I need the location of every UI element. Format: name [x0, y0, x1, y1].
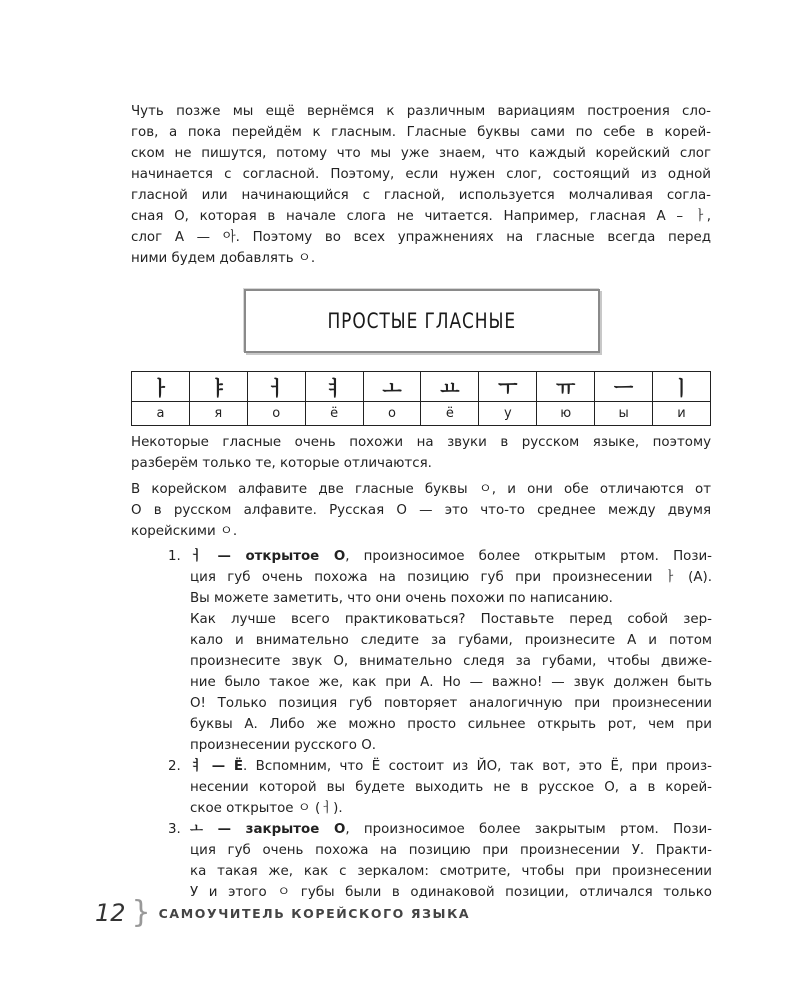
text-line: [190, 756, 712, 777]
table-row-russian: [132, 402, 711, 426]
list-number: 2.: [168, 759, 181, 774]
text-line: О в русском алфавите. Русская О — это что-то среднее между двумя: [131, 503, 711, 518]
table-cell: ы: [595, 402, 653, 426]
text-line: ка такая же, как с зеркалом: смотрите, чтобы при произнесении: [190, 864, 712, 879]
vowel-table: [131, 371, 711, 426]
text-line: ция губ очень похожа на позицию губ при произнесении ㅏ (А).: [190, 570, 712, 585]
table-row-korean: [132, 372, 711, 402]
list-number: 3.: [168, 822, 181, 837]
text-line: О! Только позиция губ повторяет аналогичную при произнесении: [190, 696, 712, 711]
text-line: ние было такое же, как при А. Но — важно! — звук должен быть: [190, 675, 712, 690]
text-line: несении которой вы будете выходить не в русское О, а в корей-: [190, 780, 712, 795]
text-line: буквы А. Либо же можно просто сильнее открыть рот, чем при: [190, 717, 712, 732]
text-line: ними будем добавлять ㅇ.: [131, 251, 316, 266]
table-cell: о: [363, 402, 421, 426]
text-line: произнесите звук О, внимательно следя за губами, чтобы движе-: [190, 654, 712, 669]
text-line: произнесении русского О.: [190, 738, 376, 753]
section-title: ПРОСТЫЕ ГЛАСНЫЕ: [327, 309, 517, 333]
table-cell: ㅓ: [247, 372, 305, 402]
text-line: ском не пишутся, потому что мы уже знаем, что каждый корейский слог: [131, 146, 711, 161]
korean-letter: ㅗ: [190, 822, 203, 837]
book-title: САМОУЧИТЕЛЬ КОРЕЙСКОГО ЯЗЫКА: [158, 905, 471, 921]
table-cell: и: [653, 402, 711, 426]
text-line: Чуть позже мы ещё вернёмся к различным вариациям построения сло-: [131, 104, 711, 119]
text-line: гов, а пока перейдём к гласным. Гласные буквы сами по себе в корей-: [131, 125, 711, 140]
list-item-body: [190, 546, 712, 756]
section-heading-box: [244, 289, 600, 353]
text-line: разберём только те, которые отличаются.: [131, 456, 432, 471]
paragraph-similar-vowels: [131, 432, 711, 474]
text-line: кало и внимательно следите за губами, произнесите А и потом: [190, 633, 712, 648]
text-fragment: . Вспомним, что Ё состоит из ЙО, так вот, это Ё, при произ-: [243, 759, 712, 774]
table-cell: а: [132, 402, 190, 426]
text-line: гласной или начинающийся с гласной, используется молчаливая согла-: [131, 188, 711, 203]
table-cell: ё: [305, 402, 363, 426]
text-line: ция губ очень похожа на позицию при произнесении У. Практи-: [190, 843, 712, 858]
table-cell: ㅑ: [189, 372, 247, 402]
text-line: корейскими ㅇ.: [131, 524, 238, 539]
term-heading: — открытое О: [202, 549, 346, 564]
intro-paragraph: [131, 101, 711, 269]
table-cell: ㅣ: [653, 372, 711, 402]
table-cell: ㅠ: [537, 372, 595, 402]
text-line: Вы можете заметить, что они очень похожи по написанию.: [190, 591, 613, 606]
text-line: сная О, которая в начале слога не читается. Например, гласная А – ㅏ,: [131, 209, 711, 224]
table-cell: ㅕ: [305, 372, 363, 402]
table-cell: ё: [421, 402, 479, 426]
text-fragment: , произносимое более закрытым ртом. Пози-: [345, 822, 712, 837]
text-line: Некоторые гласные очень похожи на звуки в русском языке, поэтому: [131, 435, 711, 450]
table-cell: ㅛ: [421, 372, 479, 402]
text-line: У и этого ㅇ губы были в одинаковой позиции, отличался только: [190, 885, 712, 900]
table-cell: ㅡ: [595, 372, 653, 402]
text-line: [190, 546, 712, 567]
korean-letter: ㅓ: [190, 549, 203, 564]
table-cell: ㅏ: [132, 372, 190, 402]
list-item-body: [190, 756, 712, 819]
korean-letter: ㅕ: [190, 759, 203, 774]
term-heading: — закрытое О: [202, 822, 346, 837]
table-cell: ю: [537, 402, 595, 426]
page-footer: [95, 895, 471, 930]
text-line: Как лучше всего практиковаться? Поставьте перед собой зер-: [190, 612, 712, 627]
table-cell: у: [479, 402, 537, 426]
text-line: ское открытое ㅇ (ㅓ).: [190, 801, 343, 816]
term-heading: — Ё: [202, 759, 244, 774]
table-cell: ㅗ: [363, 372, 421, 402]
table-cell: я: [189, 402, 247, 426]
page-number: 12: [95, 899, 126, 927]
text-line: В корейском алфавите две гласные буквы ㅇ, и они обе отличаются от: [131, 482, 711, 497]
paragraph-two-o-vowels: [131, 479, 711, 542]
text-line: слог А — 아. Поэтому во всех упражнениях на гласные всегда перед: [131, 230, 711, 245]
text-fragment: , произносимое более открытым ртом. Пози-: [345, 549, 712, 564]
text-line: начинается с согласной. Поэтому, если нужен слог, состоящий из одной: [131, 167, 711, 182]
table-cell: о: [247, 402, 305, 426]
table-cell: ㅜ: [479, 372, 537, 402]
list-item-body: [190, 819, 712, 903]
text-line: [190, 819, 712, 840]
brace-divider: }: [131, 895, 151, 930]
list-number: 1.: [168, 549, 181, 564]
